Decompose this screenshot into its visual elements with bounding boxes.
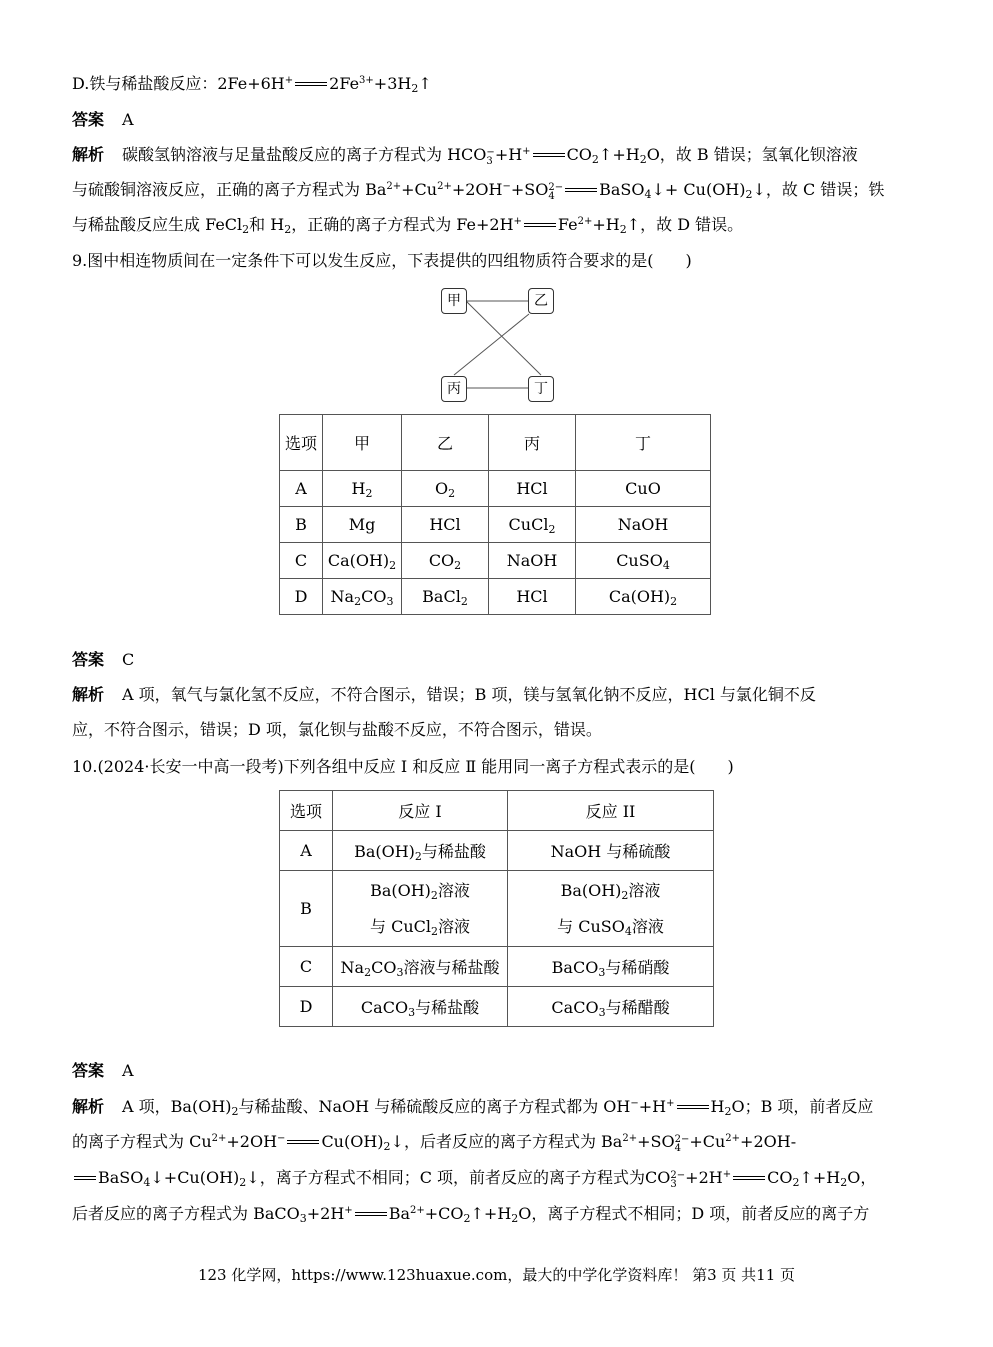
header-cell: 反应 I <box>333 791 508 831</box>
reaction-diagram <box>440 286 556 404</box>
table-cell: CuO <box>576 471 711 507</box>
q10-table <box>279 790 714 1027</box>
node-bing: 丙 <box>441 376 467 402</box>
table-cell: $Ca(OH)_2$ <box>323 543 402 579</box>
table-cell: B <box>280 871 333 947</box>
table-cell: D <box>280 579 323 615</box>
header-cell: 甲 <box>323 415 402 471</box>
table-cell: C <box>280 543 323 579</box>
analysis-8-line-1: 解析 碳酸氢钠溶液与足量盐酸反应的离子方程式为 HCO − 3 +H+ $CO_2↑+H_2O$，故 B 错误；氢氧化钡溶液 <box>72 145 858 167</box>
table-cell: CaCO$_3$与稀盐酸 <box>333 987 508 1027</box>
table-cell: $O_2$ <box>402 471 489 507</box>
table-cell: $Na_2CO_3$溶液与稀盐酸 <box>333 947 508 987</box>
header-cell: 选项 <box>280 791 333 831</box>
table-cell: CuSO$_4$ <box>576 543 711 579</box>
table-cell: C <box>280 947 333 987</box>
table-cell: A <box>280 831 333 871</box>
table-header-row <box>280 415 711 471</box>
table-cell: BaCO$_3$与稀硝酸 <box>508 947 714 987</box>
analysis-10-line-3: $BaSO_4↓+Cu(OH)_2↓$，离子方程式不相同；C 项，前者反应的离子方程式为CO 2− 3 +2H+ $CO_2↑+H_2O$， <box>72 1167 919 1189</box>
header-cell: 丁 <box>576 415 711 471</box>
option-d-line: D.铁与稀盐酸反应：2Fe+6H+ $2Fe^{3+}+3H_2↑$ <box>72 74 432 95</box>
answer-line-10: 答案 A <box>72 1061 134 1080</box>
table-cell: $Ba(OH)_2$溶液 与 CuCl$_2$溶液 <box>333 871 508 947</box>
analysis-9-line-1: 解析 A 项，氧气与氯化氢不反应，不符合图示，错误；B 项，镁与氢氧化钠不反应，HCl 与氯化铜不反 <box>72 685 816 704</box>
analysis-9-line-2: 应，不符合图示，错误；D 项，氯化钡与盐酸不反应，不符合图示，错误。 <box>72 720 602 739</box>
q9-table <box>279 414 711 615</box>
analysis-10-line-2: 的离子方程式为 $Cu^{2+}+2OH^-$ $Cu(OH)_2↓$，后者反应的离子方程式为 $Ba^{2+}+SO$ 2− 4 $+Cu^{2+}+2OH-$ <box>72 1132 797 1154</box>
node-yi: 乙 <box>528 288 554 314</box>
header-cell: 选项 <box>280 415 323 471</box>
header-cell: 丙 <box>489 415 576 471</box>
table-row <box>280 871 714 947</box>
table-row <box>280 947 714 987</box>
table-row <box>280 543 711 579</box>
table-cell: $H_2$ <box>323 471 402 507</box>
node-jia: 甲 <box>441 288 467 314</box>
analysis-8-line-2: 与硫酸铜溶液反应，正确的离子方程式为 $Ba^{2+}+Cu^{2+}+2OH^-+SO$ 2− 4 BaSO$_4$↓+ $Cu(OH)_2↓$，故 C 错误；铁 <box>72 180 885 202</box>
table-cell: $CO_2$ <box>402 543 489 579</box>
table-cell: NaOH <box>489 543 576 579</box>
equals-sign <box>293 80 329 90</box>
analysis-8-line-3: 与稀盐酸反应生成 FeCl$_2$和 $H_2$，正确的离子方程式为 Fe+2H+ $Fe^{2+}+H_2↑$，故 D 错误。 <box>72 215 744 236</box>
table-row <box>280 507 711 543</box>
table-cell: HCl <box>489 579 576 615</box>
table-cell: $Na_2CO_3$ <box>323 579 402 615</box>
answer-line-8: 答案 A <box>72 110 134 129</box>
table-cell: B <box>280 507 323 543</box>
table-cell: $Ba(OH)_2$与稀盐酸 <box>333 831 508 871</box>
table-cell: $Ba(OH)_2$溶液 与 CuSO$_4$溶液 <box>508 871 714 947</box>
table-cell: CaCO$_3$与稀醋酸 <box>508 987 714 1027</box>
table-cell: A <box>280 471 323 507</box>
table-cell: D <box>280 987 333 1027</box>
node-ding: 丁 <box>528 376 554 402</box>
table-row <box>280 471 711 507</box>
table-row <box>280 987 714 1027</box>
header-cell: 乙 <box>402 415 489 471</box>
table-cell: NaOH <box>576 507 711 543</box>
table-cell: BaCl$_2$ <box>402 579 489 615</box>
table-cell: HCl <box>489 471 576 507</box>
header-cell: 反应 II <box>508 791 714 831</box>
question-10: 10.(2024·长安一中高一段考)下列各组中反应 Ⅰ 和反应 Ⅱ 能用同一离子方程式表示的是( ) <box>72 757 734 776</box>
analysis-10-line-1: 解析 A 项，$Ba(OH)_2$与稀盐酸、NaOH 与稀硫酸反应的离子方程式都为 OH−+H+ $H_2O$；B 项，前者反应 <box>72 1097 874 1118</box>
table-cell: Mg <box>323 507 402 543</box>
table-cell: NaOH 与稀硫酸 <box>508 831 714 871</box>
answer-line-9: 答案 C <box>72 650 135 669</box>
table-row <box>280 831 714 871</box>
page-footer: 123 化学网，https://www.123huaxue.com，最大的中学化学资料库！ 第3 页 共11 页 <box>197 1266 796 1284</box>
table-header-row <box>280 791 714 831</box>
table-row <box>280 579 711 615</box>
table-cell: CuCl$_2$ <box>489 507 576 543</box>
table-cell: $Ca(OH)_2$ <box>576 579 711 615</box>
analysis-10-line-4: 后者反应的离子方程式为 BaCO$_3$+2H+ $Ba^{2+}+CO_2↑+H_2O$，离子方程式不相同；D 项，前者反应的离子方 <box>72 1204 870 1225</box>
question-9: 9.图中相连物质间在一定条件下可以发生反应，下表提供的四组物质符合要求的是( ) <box>72 251 692 270</box>
table-cell: HCl <box>402 507 489 543</box>
